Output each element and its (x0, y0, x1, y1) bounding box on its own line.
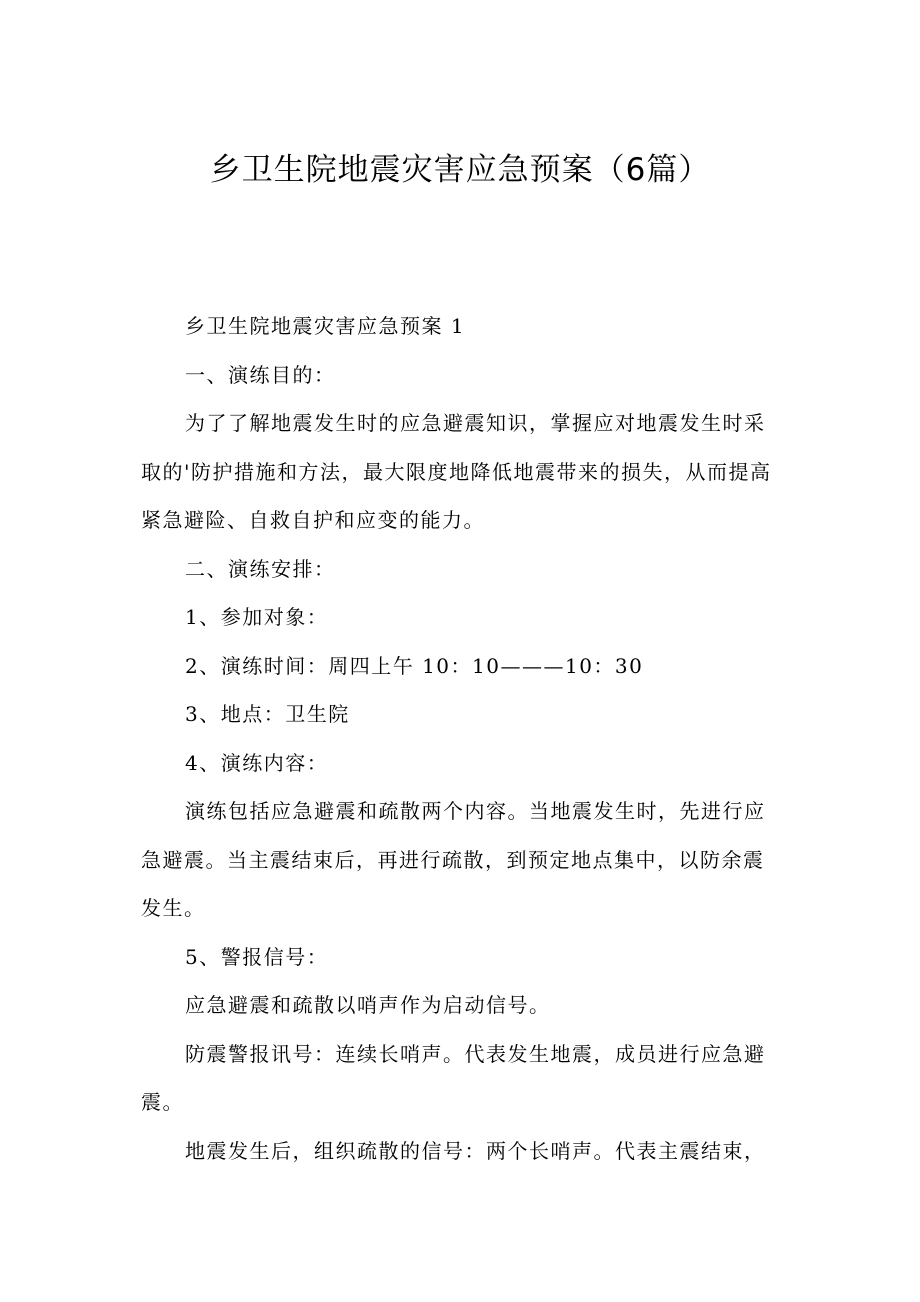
paragraph-line: 地震发生后，组织疏散的信号：两个长哨声。代表主震结束， (185, 1138, 766, 1163)
paragraph (141, 642, 786, 691)
paragraph (141, 351, 786, 400)
paragraph-line: 取的'防护措施和方法，最大限度地降低地震带来的损失，从而提高 (141, 459, 772, 484)
paragraph-line: 发生。 (141, 896, 206, 920)
paragraph (141, 593, 786, 642)
paragraph (141, 545, 786, 594)
paragraph-line: 3、地点：卫生院 (185, 702, 350, 726)
paragraph (141, 1030, 786, 1127)
paragraph (141, 399, 786, 545)
paragraph-line: 2、演练时间：周四上午 10：10———10：30 (185, 653, 644, 678)
paragraph (141, 739, 786, 788)
paragraph-line: 乡卫生院地震灾害应急预案 1 (185, 314, 466, 338)
paragraph-line: 紧急避险、自救自护和应变的能力。 (141, 508, 485, 532)
paragraph-line: 一、演练目的： (185, 362, 336, 387)
paragraph-line: 防震警报讯号：连续长哨声。代表发生地震，成员进行应急避 (185, 1041, 766, 1066)
paragraph-line: 5、警报信号： (185, 944, 329, 969)
document-body (141, 302, 786, 1175)
paragraph-line: 演练包括应急避震和疏散两个内容。当地震发生时，先进行应 (185, 799, 766, 823)
paragraph (141, 787, 786, 933)
paragraph-line: 急避震。当主震结束后，再进行疏散，到预定地点集中，以防余震 (141, 847, 765, 872)
paragraph-line: 震。 (141, 1090, 184, 1114)
document-title: 乡卫生院地震灾害应急预案（6篇） (209, 152, 711, 188)
paragraph-line: 应急避震和疏散以哨声作为启动信号。 (185, 993, 551, 1017)
paragraph-line: 4、演练内容： (185, 750, 329, 775)
paragraph-line: 1、参加对象： (185, 605, 329, 629)
paragraph-line: 二、演练安排： (185, 556, 336, 581)
paragraph-line: 为了了解地震发生时的应急避震知识，掌握应对地震发生时采 (185, 411, 766, 435)
paragraph (141, 302, 786, 351)
paragraph (141, 933, 786, 982)
paragraph (141, 690, 786, 739)
paragraph (141, 1127, 786, 1176)
paragraph (141, 981, 786, 1030)
